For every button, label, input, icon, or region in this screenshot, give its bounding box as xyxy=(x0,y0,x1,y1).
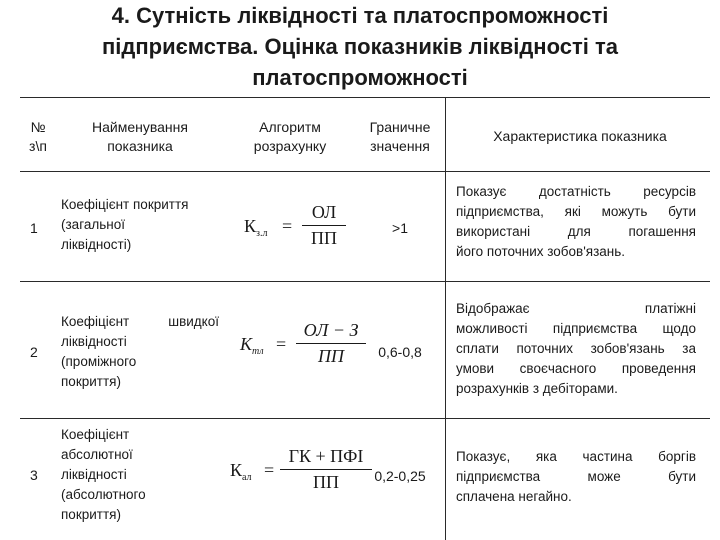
header-bottom-border xyxy=(20,171,710,172)
header-number: № з\п xyxy=(29,119,47,154)
row-3-number: 3 xyxy=(30,467,38,483)
title-line-2: підприємства. Оцінка показників ліквідності та xyxy=(102,34,618,59)
title-line-3: платоспроможності xyxy=(252,65,468,90)
row-2-limit: 0,6-0,8 xyxy=(378,344,422,360)
row-1-bottom-border xyxy=(20,281,710,282)
row-2-bottom-border xyxy=(20,418,710,419)
row-2-name: Коефіцієнт швидкої ліквідності (проміжного покриття) xyxy=(61,314,219,389)
row-2-fraction: ОЛ − З ПП xyxy=(296,320,366,367)
row-3-description: Показує, яка частина боргів підприємства може бути сплачена негайно. xyxy=(456,449,696,504)
row-1-fraction: ОЛ ПП xyxy=(302,202,346,249)
row-3-name: Коефіцієнт абсолютної ліквідності (абсолютного покриття) xyxy=(61,427,146,522)
header-name: Найменування показника xyxy=(92,119,188,154)
column-divider xyxy=(445,97,446,540)
header-algorithm: Алгоритм розрахунку xyxy=(253,119,327,154)
row-2-description: Відображає платіжні можливості підприємства щодо сплати поточних зобов'язань за умови своєчасного проведення розрахунків з дебіторами. xyxy=(456,301,696,396)
row-1-description: Показує достатність ресурсів підприємства, які можуть бути використані для погашення його поточних зобов'язань. xyxy=(456,184,696,259)
page-title xyxy=(0,0,720,93)
header-description: Характеристика показника xyxy=(493,128,667,144)
row-1-number: 1 xyxy=(30,220,38,236)
table-top-border xyxy=(20,97,710,98)
row-1-limit: >1 xyxy=(392,220,408,236)
title-line-1: 4. Сутність ліквідності та платоспроможності xyxy=(111,3,609,28)
row-3-fraction: ГК + ПФІ ПП xyxy=(280,446,372,493)
header-limit: Граничне значення xyxy=(369,119,431,154)
row-3-limit: 0,2-0,25 xyxy=(374,468,426,484)
row-2-number: 2 xyxy=(30,344,38,360)
row-1-name: Коефіцієнт покриття (загальної ліквідності) xyxy=(61,197,189,252)
